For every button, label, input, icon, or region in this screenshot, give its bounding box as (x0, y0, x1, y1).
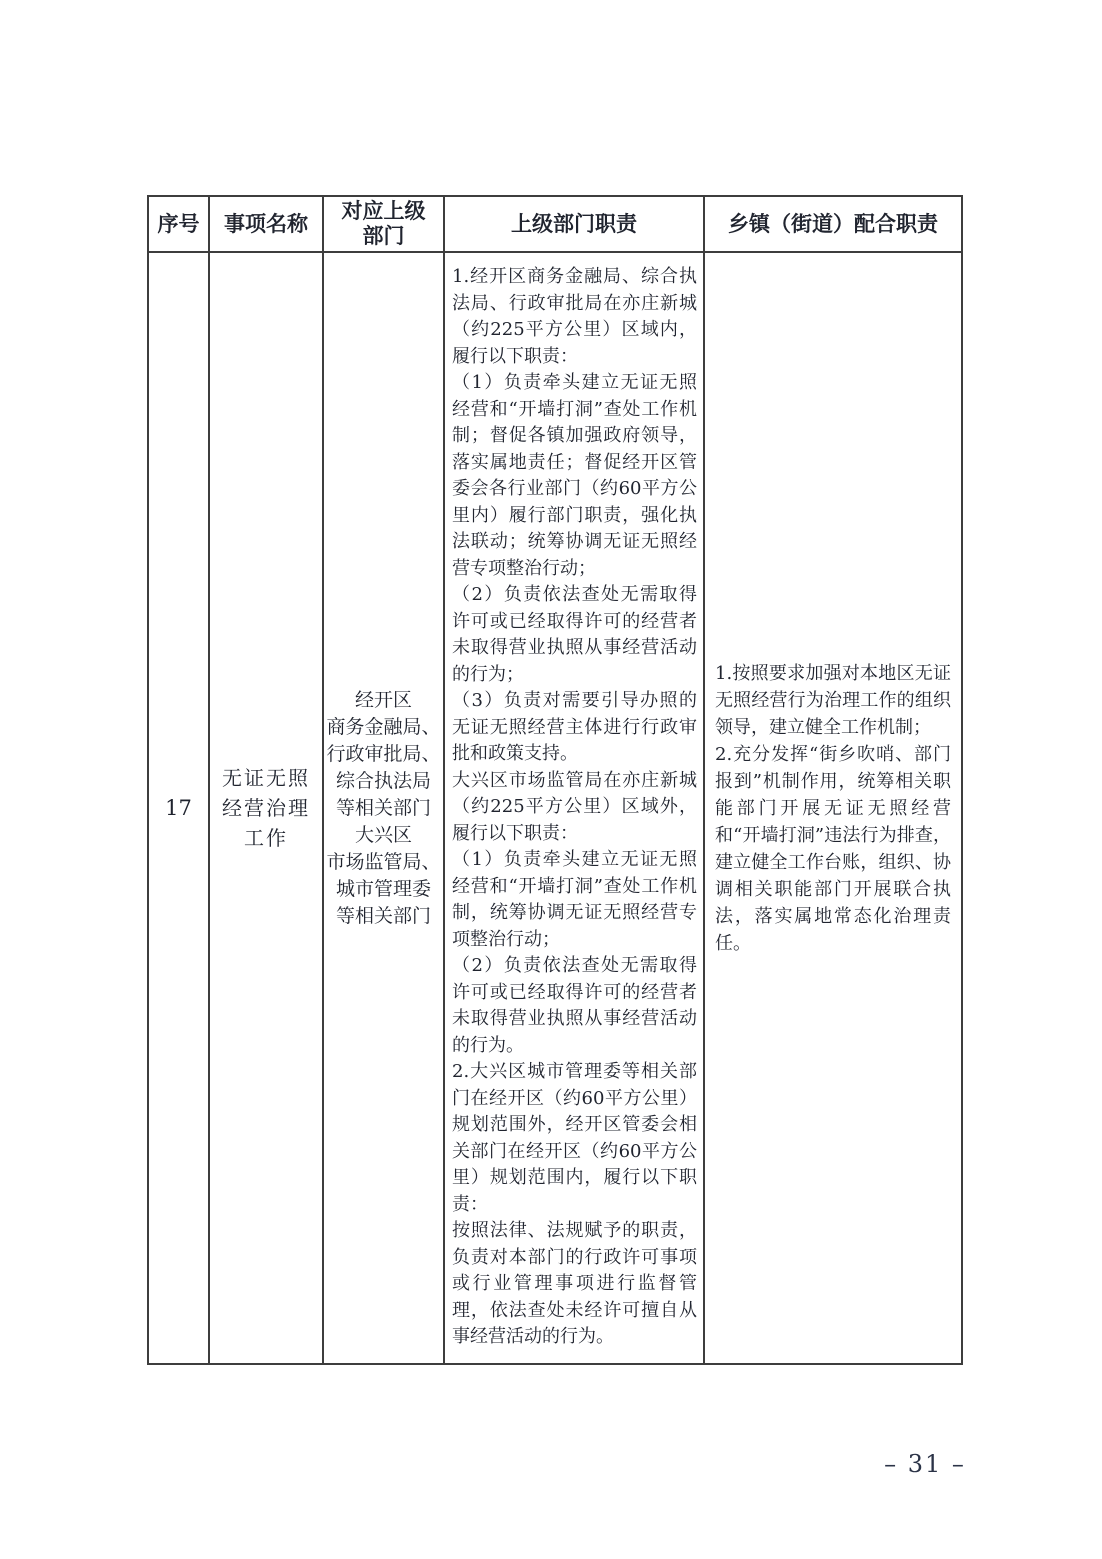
table-header-row (148, 196, 962, 252)
department-line: 等相关部门 (335, 796, 431, 819)
cell-superior-duties (444, 252, 704, 1364)
duty-paragraph: （2）负责依法查处无需取得许可或已经取得许可的经营者未取得营业执照从事经营活动的行为。 (452, 955, 697, 1056)
header-superior-duties: 上级部门职责 (444, 196, 704, 252)
header-superior-department: 对应上级部门 (323, 196, 444, 252)
item-name-line: 无证无照 (222, 766, 310, 790)
duty-paragraph: 1.经开区商务金融局、综合执法局、行政审批局在亦庄新城（约225平方公里）区域内，履行以下职责： (452, 266, 697, 367)
duty-paragraph: 按照法律、法规赋予的职责，负责对本部门的行政许可事项或行业管理事项进行监督管理，依法查处未经许可擅自从事经营活动的行为。 (452, 1220, 697, 1347)
department-line: 城市管理委 (335, 877, 431, 900)
header-item-name: 事项名称 (209, 196, 323, 252)
duty-paragraph: 2.大兴区城市管理委等相关部门在经开区（约60平方公里）规划范围外，经开区管委会相关部门在经开区（约60平方公里）规划范围内，履行以下职责： (452, 1061, 697, 1215)
department-line: 行政审批局、 (326, 742, 441, 765)
item-name-line: 工作 (244, 826, 288, 850)
department-line: 综合执法局 (335, 769, 431, 792)
department-line: 商务金融局、 (326, 715, 441, 738)
header-seq: 序号 (148, 196, 209, 252)
cell-sequence-number: 17 (148, 252, 209, 1364)
duty-paragraph: （1）负责牵头建立无证无照经营和“开墙打洞”查处工作机制，统筹协调无证无照经营专项整治行动； (452, 849, 697, 950)
duty-paragraph: （1）负责牵头建立无证无照经营和“开墙打洞”查处工作机制；督促各镇加强政府领导，落实属地责任；督促经开区管委会各行业部门（约60平方公里内）履行部门职责，强化执法联动；统筹协调无证无照经营专项整治行动； (452, 372, 697, 579)
duty-paragraph: （3）负责对需要引导办照的无证无照经营主体进行行政审批和政策支持。 (452, 690, 697, 764)
header-township-duties: 乡镇（街道）配合职责 (704, 196, 962, 252)
table-row (148, 252, 962, 1364)
cell-item-name (209, 252, 323, 1364)
cell-township-duties (704, 252, 962, 1364)
duty-paragraph: 2.充分发挥“街乡吹哨、部门报到”机制作用，统筹相关职能部门开展无证无照经营和“开墙打洞”违法行为排查，建立健全工作台账，组织、协调相关职能部门开展联合执法，落实属地常态化治理责任。 (715, 743, 951, 954)
duty-paragraph: 大兴区市场监管局在亦庄新城（约225平方公里）区域外，履行以下职责： (452, 769, 697, 844)
department-line: 市场监管局、 (326, 850, 441, 873)
cell-superior-departments (323, 252, 444, 1364)
page-number: – 31 – (884, 1450, 966, 1478)
item-name-line: 经营治理 (222, 796, 310, 820)
department-line: 等相关部门 (335, 904, 431, 927)
duty-paragraph: 1.按照要求加强对本地区无证无照经营行为治理工作的组织领导，建立健全工作机制； (715, 662, 951, 738)
department-line: 经开区 (354, 688, 412, 711)
duty-paragraph: （2）负责依法查处无需取得许可或已经取得许可的经营者未取得营业执照从事经营活动的行为； (452, 584, 697, 685)
department-line: 大兴区 (354, 823, 412, 846)
duty-table (147, 195, 963, 1365)
